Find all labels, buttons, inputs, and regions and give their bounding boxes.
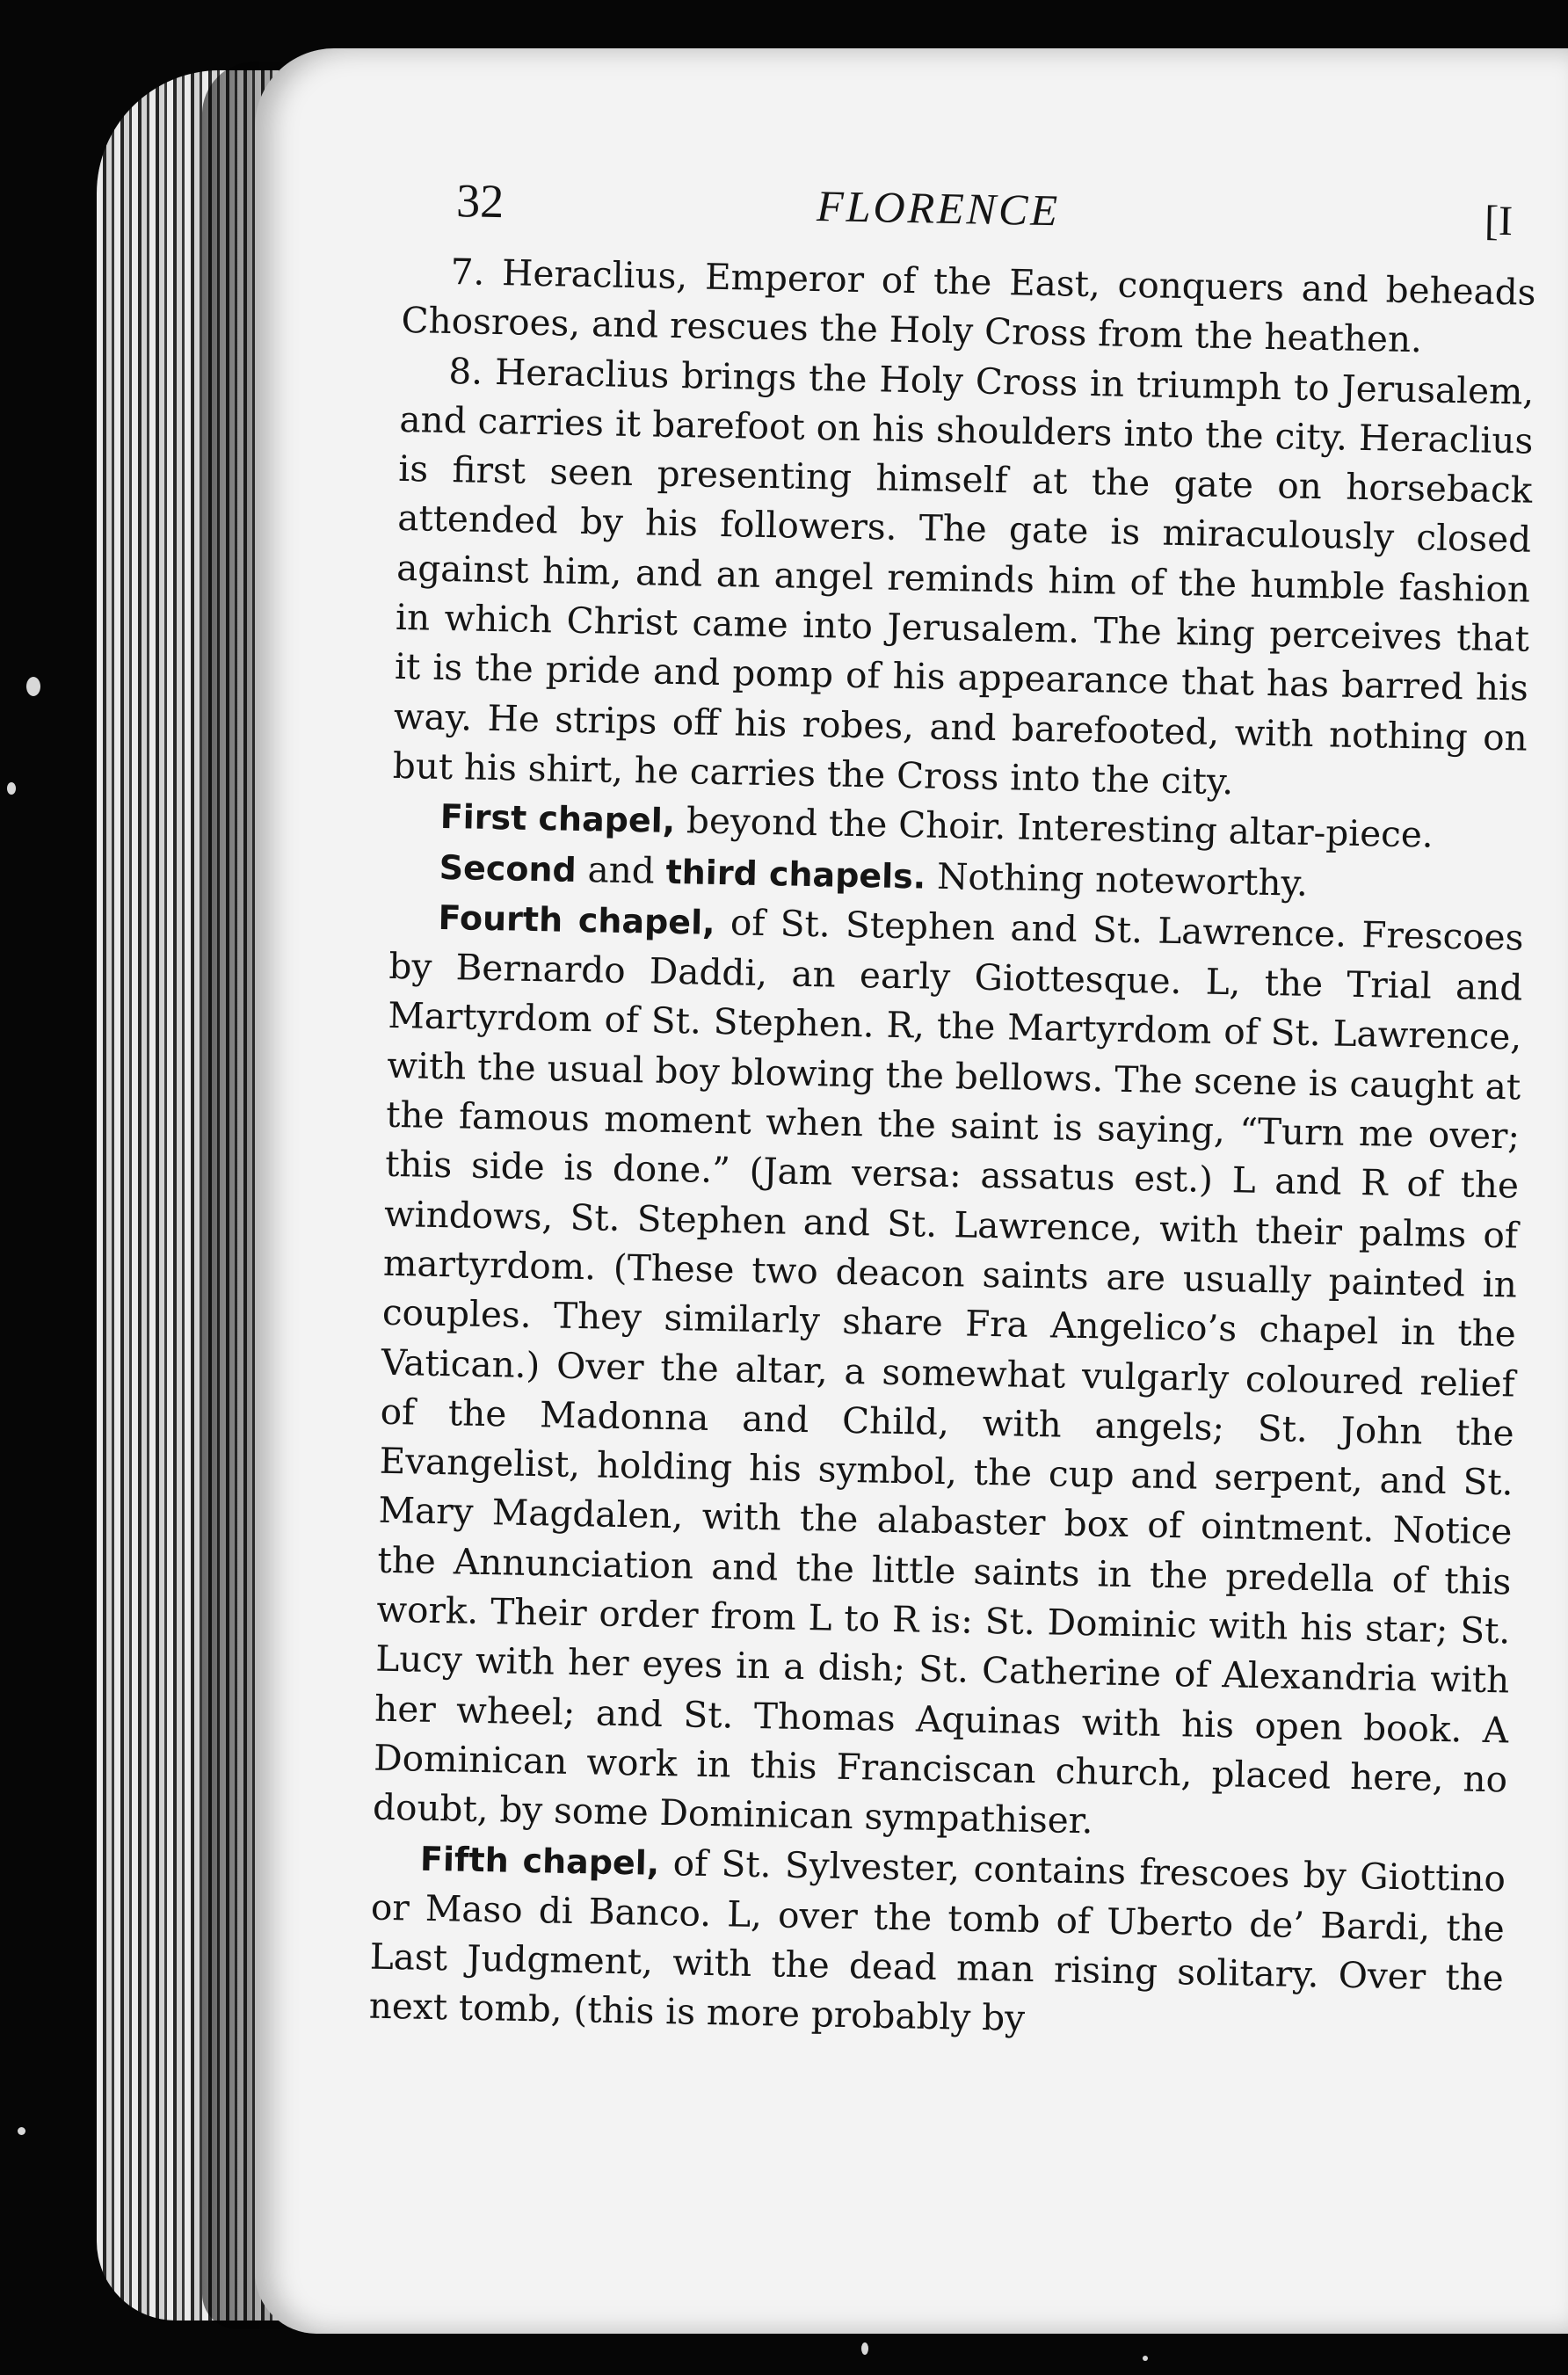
fourth-chapel-text: of St. Stephen and St. Lawrence. Frescoes by Bernardo Daddi, an early Giottesque. L, the Trial and Martyrdom of St. Stephen. R, the Martyrdom of St. Lawrence, with the usual boy blowing the bellows. The scene is caught at the famous moment when the saint is saying, “Turn me over; this side is done.” (Jam versa: assatus est.) L and R of the windows, St. Stephen and St. Lawrence, with their palms of martyrdom. (These two deacon saints are usually painted in couples. They similarly share Fra Angelico’s chapel in the Vatican.) Over the altar, a somewhat vulgarly coloured relief of the Madonna and Child, with angels; St. John the Evangelist, holding his symbol, the cup and serpent, and St. Mary Magdalen, with the alabaster box of ointment. Notice the Annunciation and the little saints in the predella of this work. Their order from L to R is: St. Dominic with his star; St. Lucy with her eyes in a dish; St. Catherine of Alexandria with her wheel; and St. Thomas Aquinas with his open book. A Dominican work in this Franciscan church, placed here, no doubt, by some Dominican sympathiser. xyxy=(372,900,1524,1842)
fifth-chapel-text: of St. Sylvester, contains frescoes by Giottino or Maso di Banco. L, over the tomb of Uberto de’ Bardi, the Last Judgment, with the dead man rising solitary. Over the next tomb, (this is more probably by xyxy=(368,1841,1506,2040)
heading-fourth-chapel: Fourth chapel, xyxy=(438,897,715,942)
heading-first-chapel: First chapel, xyxy=(439,797,676,841)
page-content xyxy=(368,167,1537,2052)
paragraph-heraclius-7: 7. Heraclius, Emperor of the East, conquers and beheads Chosroes, and rescues the Holy Cross from the heathen. xyxy=(401,251,1536,361)
paragraph-fourth-chapel xyxy=(373,891,1524,1854)
heading-fifth-chapel: Fifth chapel, xyxy=(419,1839,660,1883)
section-mark: [I xyxy=(1484,197,1514,245)
heading-third-chapels: third chapels. xyxy=(665,852,926,897)
running-title: FLORENCE xyxy=(816,181,1061,236)
page-number: 32 xyxy=(455,174,505,229)
first-chapel-text: beyond the Choir. Interesting altar-piece. xyxy=(674,799,1434,856)
paragraph-fifth-chapel xyxy=(368,1832,1506,2052)
and-text: and xyxy=(576,847,667,892)
paragraph-heraclius-8: 8. Heraclius brings the Holy Cross in triumph to Jerusalem, and carries it barefoot on his shoulders into the city. Heraclius is first seen presenting himself at the gate on horseback attended by his followers. The gate is miraculously closed against him, and an angel reminds him of the humble fashion in which Christ came into Jerusalem. The king perceives that it is the pride and pomp of his appearance that has barred his way. He strips off his robes, and barefooted, with nothing on but his shirt, he carries the Cross into the city. xyxy=(392,349,1535,803)
second-third-text: Nothing noteworthy. xyxy=(925,854,1309,904)
heading-second: Second xyxy=(439,847,577,890)
body-text xyxy=(368,246,1536,2052)
book-page xyxy=(255,48,1568,2334)
